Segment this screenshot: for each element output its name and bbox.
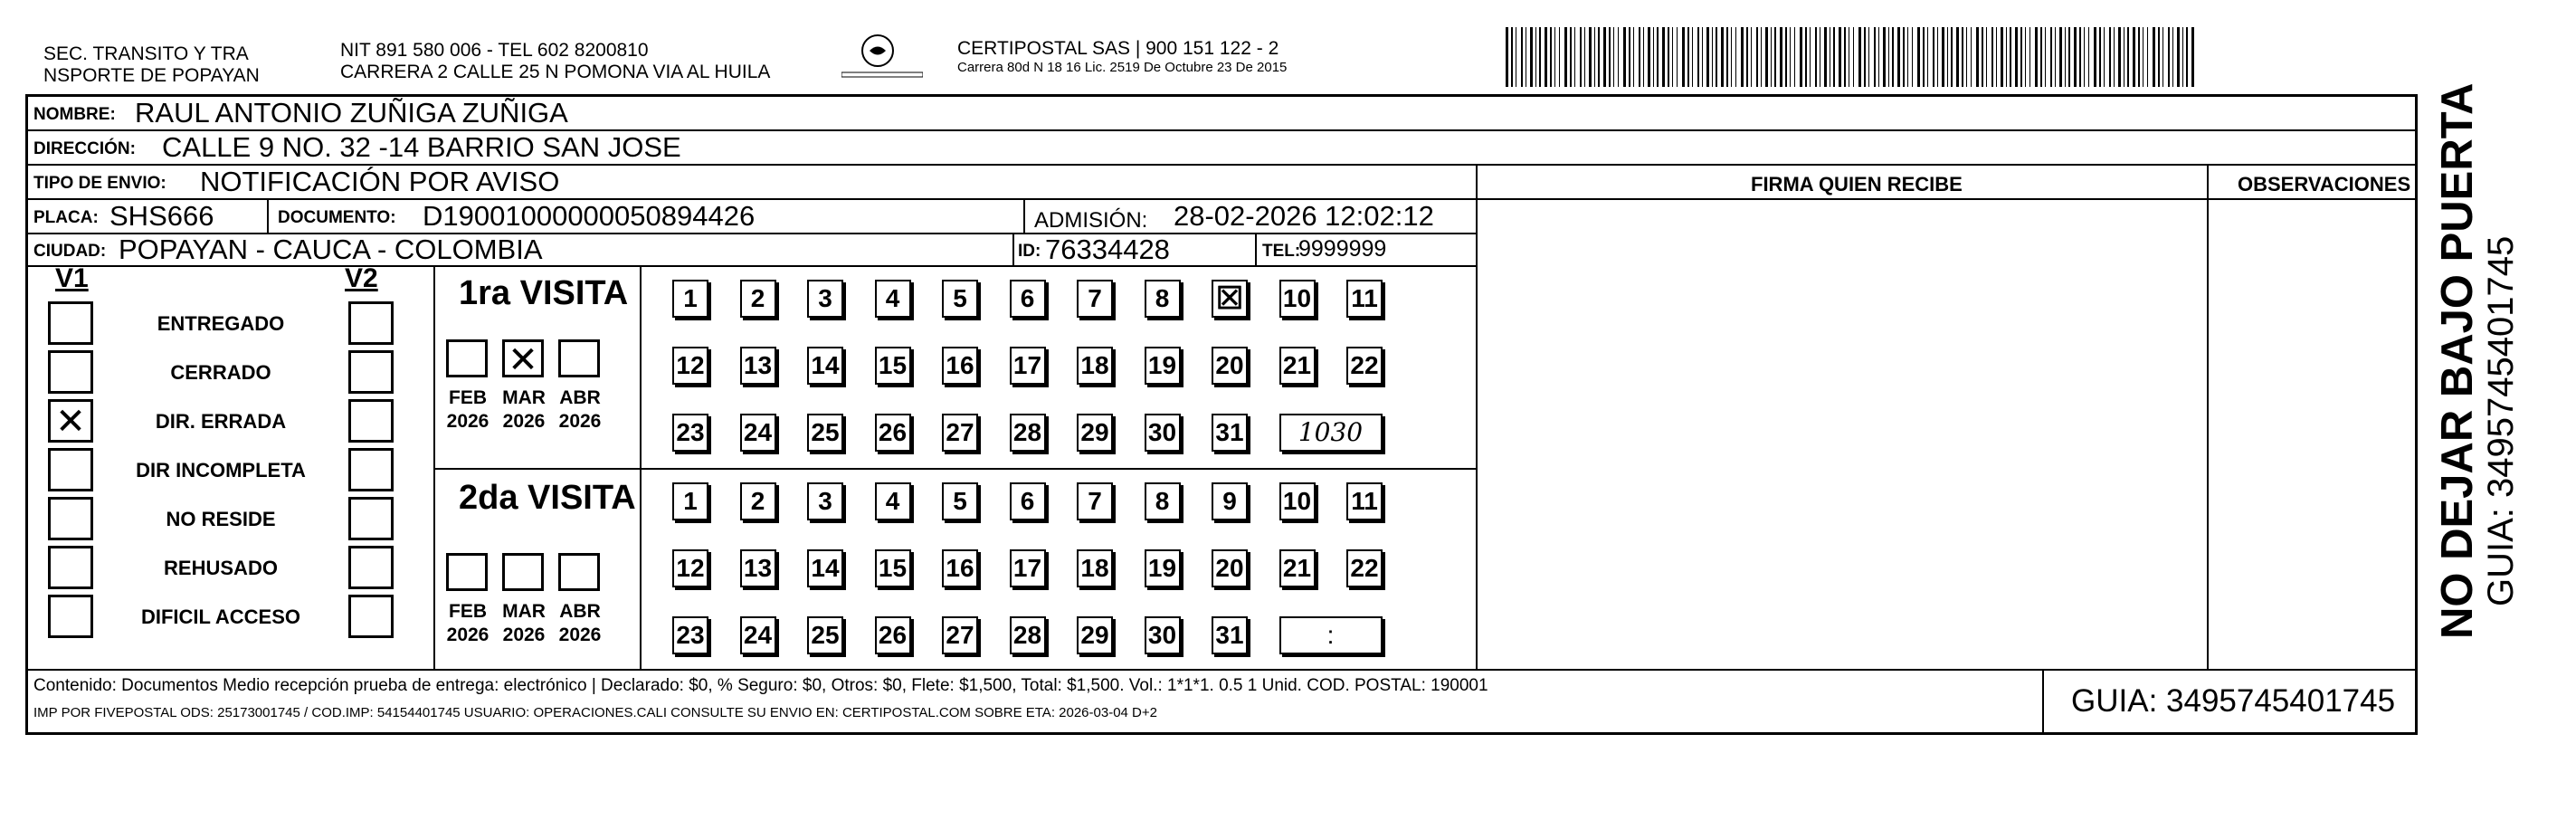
sender-block — [43, 43, 260, 87]
nit-line2: CARRERA 2 CALLE 25 N POMONA VIA AL HUILA — [340, 62, 771, 82]
direccion-label: DIRECCIÓN: — [33, 139, 136, 158]
v1-label: V1 — [55, 263, 89, 293]
day-box[interactable]: 15 — [875, 347, 911, 385]
month-checkbox[interactable] — [502, 553, 544, 591]
v2-checkbox[interactable] — [348, 546, 394, 589]
day-box[interactable]: 8 — [1145, 482, 1181, 520]
month-label: MAR 2026 — [502, 601, 546, 645]
day-box[interactable]: 23 — [672, 616, 708, 654]
observaciones-left-border — [2207, 166, 2209, 669]
day-box[interactable]: 4 — [875, 482, 911, 520]
v2-checkbox[interactable] — [348, 350, 394, 394]
day-box[interactable]: 21 — [1279, 549, 1316, 587]
ciudad-label: CIUDAD: — [33, 242, 107, 261]
day-box[interactable]: 10 — [1279, 482, 1316, 520]
day-box[interactable]: 6 — [1010, 482, 1046, 520]
admision-value: 28-02-2026 12:02:12 — [1174, 200, 1434, 232]
day-box[interactable]: 14 — [807, 549, 843, 587]
status-panel — [28, 263, 435, 669]
day-box[interactable]: 29 — [1077, 616, 1113, 654]
day-box[interactable]: 1 — [672, 280, 708, 318]
month-label: ABR 2026 — [558, 601, 602, 645]
day-box[interactable]: 22 — [1346, 347, 1383, 385]
footer-guia: GUIA: 3495745401745 — [2071, 683, 2396, 719]
day-box[interactable]: 18 — [1077, 549, 1113, 587]
day-box[interactable]: 26 — [875, 414, 911, 452]
day-box[interactable]: 20 — [1212, 347, 1248, 385]
nombre-value: RAUL ANTONIO ZUÑIGA ZUÑIGA — [135, 97, 568, 129]
logo-wordmark-icon — [841, 71, 923, 81]
day-box[interactable]: 16 — [942, 549, 978, 587]
day-box[interactable]: 5 — [942, 482, 978, 520]
placa-row — [28, 200, 1476, 234]
v1-checkbox[interactable] — [48, 595, 93, 638]
tipo-label: TIPO DE ENVIO: — [33, 174, 166, 193]
day-box[interactable]: 26 — [875, 616, 911, 654]
side-guia: GUIA: 3495745401745 — [2481, 235, 2521, 606]
placa-label: PLACA: — [33, 208, 99, 227]
day-box[interactable]: 18 — [1077, 347, 1113, 385]
month-checkbox[interactable] — [446, 553, 488, 591]
month-checkbox[interactable] — [502, 339, 544, 380]
ciudad-row — [28, 234, 1476, 267]
sender-line1: SEC. TRANSITO Y TRA — [43, 43, 249, 64]
day-box[interactable]: 27 — [942, 414, 978, 452]
month-checkbox[interactable] — [558, 553, 600, 591]
footer-divider — [28, 669, 2415, 671]
day-box[interactable]: 29 — [1077, 414, 1113, 452]
month-label: ABR 2026 — [558, 387, 602, 432]
day-box[interactable]: 28 — [1010, 414, 1046, 452]
day-box[interactable]: 24 — [740, 616, 776, 654]
direccion-row — [28, 131, 2415, 166]
first-visit-panel — [435, 267, 1476, 468]
status-label: DIR INCOMPLETA — [136, 459, 306, 482]
v1-checkbox[interactable] — [48, 546, 93, 589]
v1-checkbox[interactable] — [48, 350, 93, 394]
side-warning: NO DEJAR BAJO PUERTA — [2433, 82, 2482, 639]
day-box[interactable]: 7 — [1077, 482, 1113, 520]
day-box[interactable] — [1212, 280, 1248, 318]
day-box[interactable]: 11 — [1346, 482, 1383, 520]
company-block — [957, 38, 1287, 75]
day-box[interactable]: 4 — [875, 280, 911, 318]
day-box[interactable]: 2 — [740, 482, 776, 520]
day-box[interactable]: 10 — [1279, 280, 1316, 318]
divider — [1012, 234, 1014, 267]
day-box[interactable]: 2 — [740, 280, 776, 318]
signature-left-border — [1476, 166, 1478, 669]
day-box[interactable]: 21 — [1279, 347, 1316, 385]
month-label: FEB 2026 — [446, 601, 490, 645]
admision-label: ADMISIÓN: — [1034, 208, 1148, 233]
status-label: CERRADO — [170, 361, 271, 384]
footer-line2: IMP POR FIVEPOSTAL ODS: 25173001745 / COD.IMP: 54154401745 USUARIO: OPERACIONES.CALI CONSULTE SU ENVIO EN: CERTIPOSTAL.COM SOBRE ETA: 2026-03-04 D+2 — [33, 705, 1157, 720]
divider — [2042, 669, 2044, 732]
day-box[interactable]: 25 — [807, 616, 843, 654]
time-box[interactable]: : — [1279, 616, 1383, 654]
first-visit-title: 1ra VISITA — [459, 274, 629, 312]
tipo-value: NOTIFICACIÓN POR AVISO — [200, 166, 560, 197]
month-label: FEB 2026 — [446, 387, 490, 432]
day-box[interactable]: 30 — [1145, 616, 1181, 654]
day-box[interactable]: 28 — [1010, 616, 1046, 654]
divider — [1255, 234, 1257, 267]
day-box[interactable]: 31 — [1212, 616, 1248, 654]
v1-checkbox[interactable] — [48, 399, 93, 443]
v1-checkbox[interactable] — [48, 497, 93, 540]
second-visit-title: 2da VISITA — [459, 479, 636, 517]
day-box[interactable]: 19 — [1145, 549, 1181, 587]
day-box[interactable]: 13 — [740, 347, 776, 385]
day-box[interactable]: 30 — [1145, 414, 1181, 452]
footer-line1: Contenido: Documentos Medio recepción prueba de entrega: electrónico | Declarado: $0, % Seguro: $0, Otros: $0, Flete: $1,500, Total: $1,500. Vol.: 1*1*1. 0.5 1 Unid. COD. POSTAL: 190001 — [33, 676, 1488, 695]
day-box[interactable]: 11 — [1346, 280, 1383, 318]
day-box[interactable]: 17 — [1010, 347, 1046, 385]
x-mark-icon: ✕ — [508, 340, 538, 380]
day-box[interactable]: 14 — [807, 347, 843, 385]
v2-checkbox[interactable] — [348, 448, 394, 491]
day-box[interactable]: 17 — [1010, 549, 1046, 587]
day-box[interactable]: 13 — [740, 549, 776, 587]
day-box[interactable]: 6 — [1010, 280, 1046, 318]
month-checkbox[interactable] — [446, 339, 488, 377]
tipo-row — [28, 166, 1476, 200]
company-logo — [860, 33, 896, 69]
nombre-row — [28, 97, 2415, 131]
x-mark-icon: ✕ — [55, 402, 86, 442]
day-box[interactable]: 15 — [875, 549, 911, 587]
x-mark-icon: ☒ — [1215, 281, 1244, 316]
day-box[interactable]: 12 — [672, 347, 708, 385]
divider — [1023, 200, 1025, 234]
sender-line2: NSPORTE DE POPAYAN — [43, 65, 260, 86]
month-checkbox[interactable] — [558, 339, 600, 377]
barcode — [1506, 27, 2195, 87]
day-box[interactable]: 27 — [942, 616, 978, 654]
status-label: DIR. ERRADA — [155, 410, 287, 433]
day-box[interactable]: 22 — [1346, 549, 1383, 587]
documento-value: D19001000000050894426 — [423, 200, 756, 232]
v1-checkbox[interactable] — [48, 448, 93, 491]
day-box[interactable]: 20 — [1212, 549, 1248, 587]
day-box[interactable]: 23 — [672, 414, 708, 452]
day-box[interactable]: 16 — [942, 347, 978, 385]
v2-checkbox[interactable] — [348, 595, 394, 638]
day-box[interactable]: 8 — [1145, 280, 1181, 318]
ciudad-value: POPAYAN - CAUCA - COLOMBIA — [119, 234, 543, 265]
day-box[interactable]: 3 — [807, 482, 843, 520]
v1-checkbox[interactable] — [48, 301, 93, 345]
divider — [640, 267, 642, 669]
day-box[interactable]: 19 — [1145, 347, 1181, 385]
divider — [267, 200, 269, 234]
v2-label: V2 — [345, 263, 378, 293]
status-label: NO RESIDE — [166, 508, 276, 530]
status-label: ENTREGADO — [157, 312, 285, 335]
day-box[interactable]: 24 — [740, 414, 776, 452]
v2-checkbox[interactable] — [348, 301, 394, 345]
placa-value: SHS666 — [109, 200, 214, 232]
day-box[interactable]: 25 — [807, 414, 843, 452]
day-box[interactable]: 31 — [1212, 414, 1248, 452]
delivery-form — [25, 94, 2418, 735]
signature-header-row — [1476, 166, 2415, 200]
second-visit-panel — [435, 470, 1476, 669]
day-box[interactable]: 3 — [807, 280, 843, 318]
observaciones-label: OBSERVACIONES — [2238, 173, 2411, 195]
company-line1: CERTIPOSTAL SAS | 900 151 122 - 2 — [957, 38, 1279, 59]
day-box[interactable]: 9 — [1212, 482, 1248, 520]
day-box[interactable]: 1 — [672, 482, 708, 520]
firma-label: FIRMA QUIEN RECIBE — [1751, 173, 1963, 195]
nombre-label: NOMBRE: — [33, 105, 116, 124]
id-value: 76334428 — [1045, 234, 1170, 265]
tel-label: TEL: — [1262, 242, 1301, 261]
status-label: REHUSADO — [164, 557, 278, 579]
day-box[interactable]: 5 — [942, 280, 978, 318]
status-label: DIFICIL ACCESO — [140, 605, 300, 628]
tel-value: 9999999 — [1298, 236, 1387, 262]
direccion-value: CALLE 9 NO. 32 -14 BARRIO SAN JOSE — [162, 131, 681, 163]
nit-block — [340, 40, 770, 83]
day-box[interactable]: 12 — [672, 549, 708, 587]
time-box[interactable]: 1030 — [1279, 414, 1383, 452]
v2-checkbox[interactable] — [348, 497, 394, 540]
company-line2: Carrera 80d N 18 16 Lic. 2519 De Octubre 23 De 2015 — [957, 60, 1288, 75]
day-box[interactable]: 7 — [1077, 280, 1113, 318]
month-label: MAR 2026 — [502, 387, 546, 432]
documento-label: DOCUMENTO: — [278, 208, 396, 227]
v2-checkbox[interactable] — [348, 399, 394, 443]
id-label: ID: — [1018, 242, 1041, 261]
nit-line1: NIT 891 580 006 - TEL 602 8200810 — [340, 40, 649, 61]
